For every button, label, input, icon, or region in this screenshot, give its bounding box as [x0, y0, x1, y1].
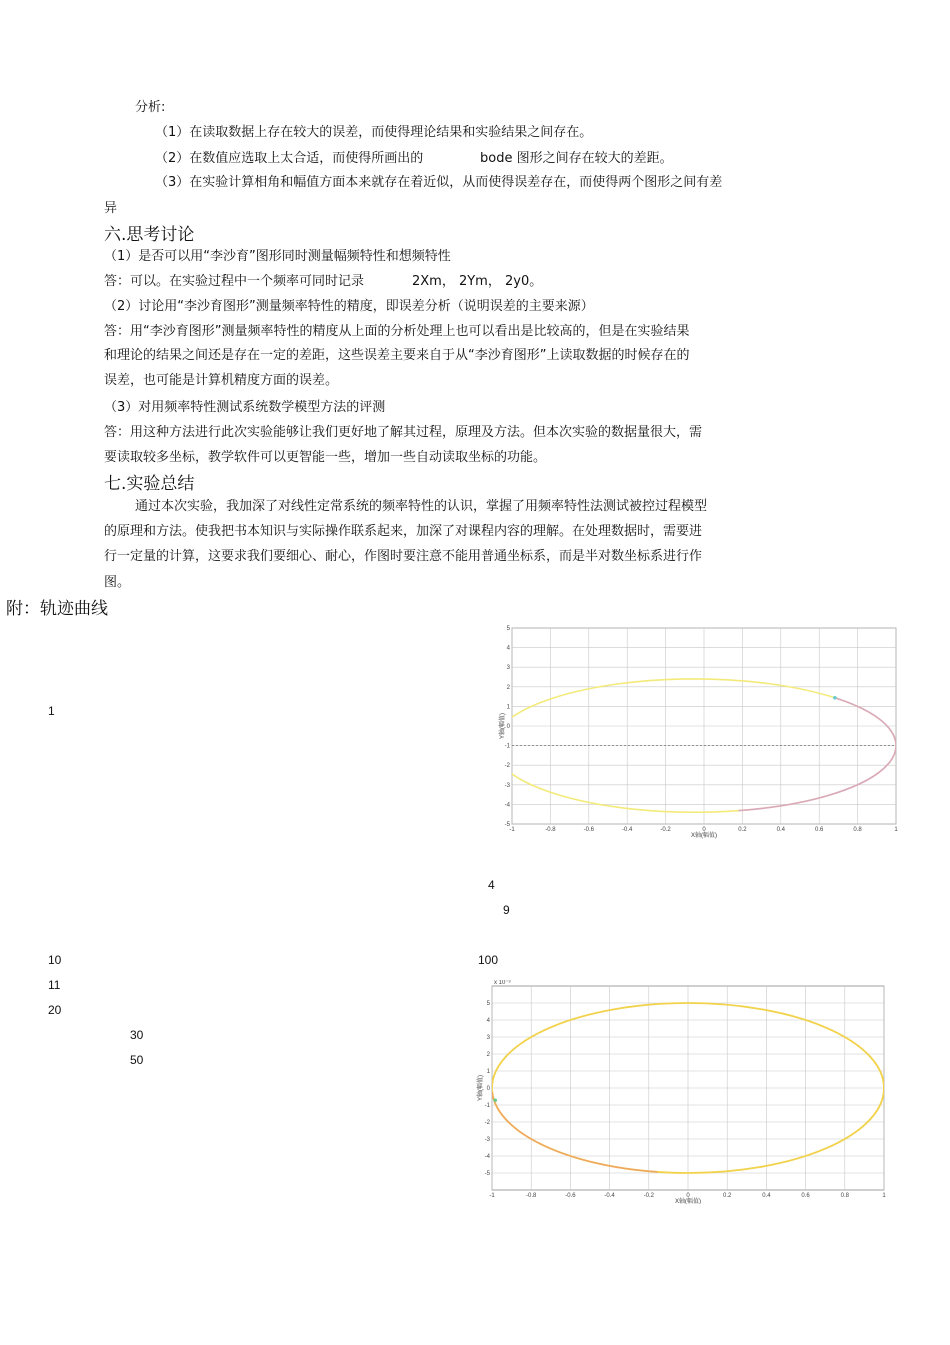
plot-2-xtick: -0.2: [643, 1193, 654, 1199]
plot-1-ytick: 0: [506, 724, 510, 730]
curve-label-20: 20: [48, 1003, 62, 1017]
plot-1-ytick: 3: [506, 665, 510, 672]
curve-label-4: 4: [488, 878, 495, 892]
answer-2-line-2: 和理论的结果之间还是存在一定的差距，这些误差主要来自于从“李沙育图形”上读取数据的时候存在的: [104, 348, 690, 363]
plot-2-ytick: 5: [486, 1001, 490, 1007]
plot-1-xtick: 0.4: [776, 827, 785, 833]
answer-2-line-1: 答：用“李沙育图形”测量频率特性的精度从上面的分析处理上也可以看出是比较高的，但是在实验结果: [104, 324, 690, 339]
question-2: （2）讨论用“李沙育图形”测量频率特性的精度，即误差分析（说明误差的主要来源）: [104, 299, 594, 314]
plot-2-xlabel: X轴(幅值): [675, 1199, 701, 1204]
summary-line-1: 通过本次实验，我加深了对线性定常系统的频率特性的认识，掌握了用频率特性法测试被控过程模型: [135, 499, 708, 514]
plot-1-xtick: 0: [702, 827, 706, 833]
plot-2-xtick: 0.2: [723, 1193, 732, 1199]
plot-2-ytick: -5: [484, 1171, 490, 1177]
plot-1-ytick: -4: [504, 802, 510, 809]
plot-1-xtick: 1: [894, 827, 898, 833]
plot-2-ytick: -1: [484, 1103, 490, 1109]
curve-label-9: 9: [503, 903, 510, 917]
plot-1-xtick: 0.6: [815, 827, 824, 833]
plot-2-ytick: -4: [484, 1154, 490, 1160]
answer-1-values: 2Xm， 2Ym， 2y0。: [412, 274, 543, 289]
curve-label-1: 1: [48, 704, 55, 718]
lissajous-plot-1: [498, 624, 901, 839]
question-3: （3）对用频率特性测试系统数学模型方法的评测: [104, 400, 386, 415]
plot-1-ytick: -1: [504, 743, 510, 750]
summary-line-2: 的原理和方法。使我把书本知识与实际操作联系起来，加深了对课程内容的理解。在处理数据时，需要进: [104, 524, 703, 539]
plot-1-xtick: -0.2: [660, 827, 671, 833]
analysis-item-3: （3）在实验计算相角和幅值方面本来就存在着近似，从而使得误差存在，而使得两个图形之间有差: [155, 175, 723, 190]
plot-2-marker: [493, 1098, 497, 1102]
plot-1-marker: [833, 696, 837, 700]
analysis-heading: 分析:: [135, 100, 166, 115]
plot-2-ytick: 0: [486, 1086, 490, 1092]
plot-2-ytick: -3: [484, 1137, 490, 1143]
section-7-title: 七.实验总结: [104, 474, 195, 494]
curve-label-30: 30: [130, 1028, 144, 1042]
curve-label-11: 11: [48, 978, 61, 992]
plot-1-xlabel: X轴(幅值): [691, 833, 717, 839]
section-6-title: 六.思考讨论: [104, 225, 195, 245]
plot-2-ytick: 2: [486, 1052, 490, 1058]
plot-1-xtick: -0.6: [583, 827, 594, 833]
question-1: （1）是否可以用“李沙育”图形同时测量幅频特性和想频特性: [104, 249, 451, 264]
lissajous-plot-2: [476, 980, 891, 1204]
answer-3-line-1: 答：用这种方法进行此次实验能够让我们更好地了解其过程，原理及方法。但本次实验的数据量很大，需: [104, 425, 703, 440]
plot-2-ytick: 4: [486, 1018, 490, 1024]
analysis-item-2-cont: bode 图形之间存在较大的差距。: [480, 151, 673, 166]
answer-2-line-3: 误差，也可能是计算机精度方面的误差。: [104, 373, 339, 388]
plot-2-xtick: 0.6: [801, 1193, 810, 1199]
plot-1-ytick: 5: [506, 626, 510, 632]
analysis-item-2: （2）在数值应选取上太合适，而使得所画出的: [155, 151, 424, 166]
analysis-item-1: （1）在读取数据上存在较大的误差，而使得理论结果和实验结果之间存在。: [155, 125, 593, 140]
plot-2-scale-note: x 10⁻³: [494, 980, 511, 986]
plot-2-ytick: 3: [486, 1035, 490, 1041]
curve-label-100: 100: [478, 953, 499, 967]
plot-1-xtick: 0.2: [738, 827, 747, 833]
plot-1-xtick: -0.8: [545, 827, 556, 833]
plot-2-ytick: 1: [486, 1069, 490, 1075]
plot-1-ytick: 4: [506, 645, 510, 652]
plot-2-xtick: -0.8: [526, 1193, 537, 1199]
plot-2-ylabel: Y轴(幅值): [478, 1075, 484, 1101]
lissajous-plot-1-svg: [498, 624, 901, 839]
plot-1-xtick: -0.4: [622, 827, 633, 833]
plot-1-ytick: -5: [504, 822, 510, 828]
plot-1-xtick: -1: [509, 827, 515, 833]
plot-1-xtick: 0.8: [853, 827, 862, 833]
plot-2-xtick: -1: [489, 1193, 495, 1199]
appendix-title: 附：轨迹曲线: [6, 599, 108, 619]
plot-2-xtick: -0.4: [604, 1193, 615, 1199]
curve-label-10: 10: [48, 953, 62, 967]
plot-1-ytick: -3: [504, 782, 510, 789]
plot-2-xtick: 0.4: [762, 1193, 771, 1199]
plot-2-xtick: 0.8: [840, 1193, 849, 1199]
plot-2-xtick: 0: [686, 1193, 690, 1199]
plot-1-ytick: 2: [506, 684, 510, 691]
plot-1-ytick: -2: [504, 763, 510, 770]
answer-1: 答：可以。在实验过程中一个频率可同时记录: [104, 274, 365, 289]
plot-2-xtick: 1: [882, 1193, 886, 1199]
summary-line-3: 行一定量的计算，这要求我们要细心、耐心，作图时要注意不能用普通坐标系，而是半对数坐标系进行作: [104, 549, 703, 564]
plot-1-ytick: 1: [506, 704, 510, 711]
curve-label-50: 50: [130, 1053, 144, 1067]
summary-line-4: 图。: [104, 575, 131, 590]
plot-2-ytick: -2: [484, 1120, 490, 1126]
plot-2-xtick: -0.6: [565, 1193, 576, 1199]
analysis-item-3-cont: 异: [104, 201, 118, 216]
lissajous-plot-2-svg: [476, 980, 891, 1204]
plot-1-ylabel: Y轴(幅值): [500, 713, 506, 739]
answer-3-line-2: 要读取较多坐标，教学软件可以更智能一些，增加一些自动读取坐标的功能。: [104, 450, 547, 465]
